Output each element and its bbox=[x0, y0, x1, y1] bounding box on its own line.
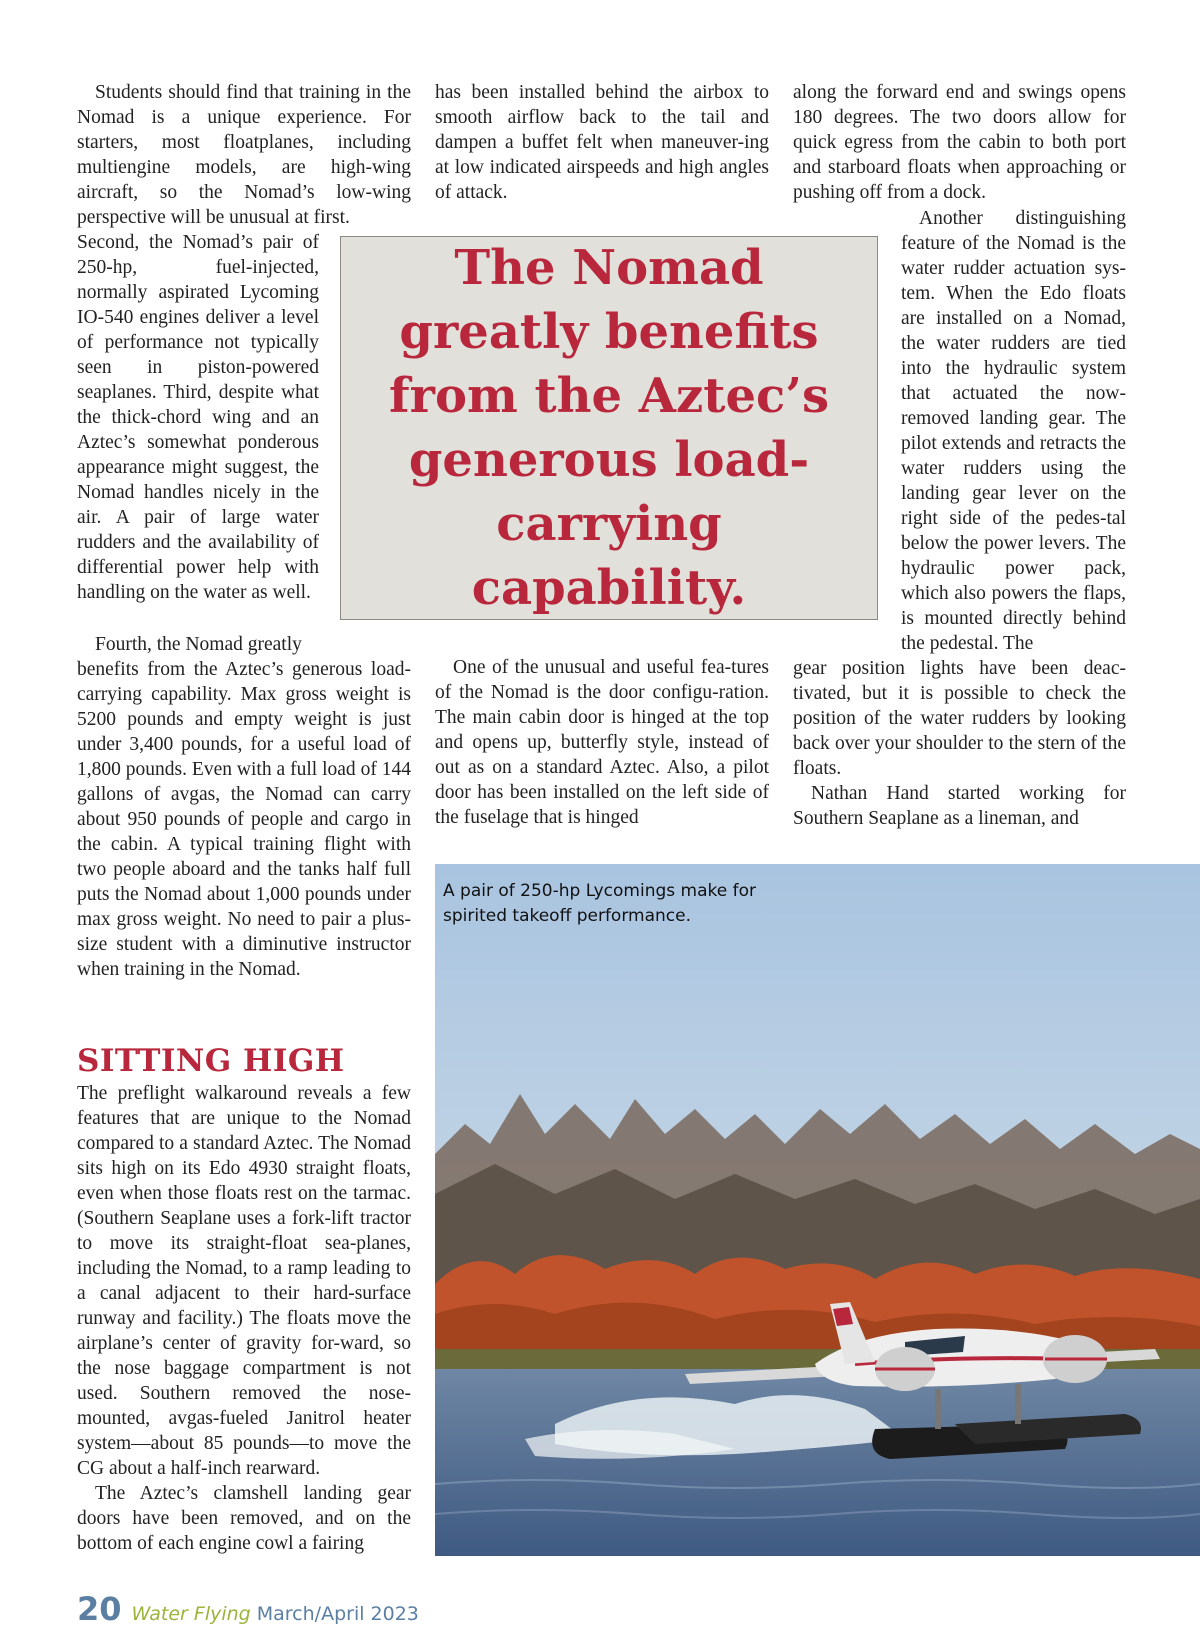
section-body bbox=[77, 1081, 411, 1556]
column3-top-paragraph: along the forward end and swings opens 180 degrees. The two doors allow for quick egress from the cabin to both port and starboard floats when approaching or pushing off from a dock. bbox=[793, 82, 1126, 203]
column3-bottom bbox=[793, 656, 1126, 831]
page-footer bbox=[77, 1590, 419, 1628]
photo-caption: A pair of 250-hp Lycomings make for spirited takeoff performance. bbox=[443, 881, 756, 926]
pull-quote-box bbox=[340, 236, 878, 620]
column3-bottom-paragraph: gear position lights have been deac-tivated, but it is possible to check the position of the water rudders by looking back over your shoulder to the stern of the floats. bbox=[793, 658, 1126, 779]
section-paragraph-1: The preflight walkaround reveals a few features that are unique to the Nomad compared to a standard Aztec. The Nomad sits high on its Edo 4930 straight floats, even when those floats rest on the tarmac. (Southern Seaplane uses a fork-lift tractor to move its straight-float sea-planes, including the Nomad, to a ramp leading to a canal adjacent to their hard-surface runway and facility.) The floats move the airplane’s center of gravity for-ward, so the nose baggage compartment is not used. Southern removed the nose-mounted, avgas-fueled Janitrol heater system—about 85 pounds—to move the CG about a half-inch rearward. bbox=[77, 1083, 411, 1479]
column3-narrow-paragraph: Another distinguishing feature of the Nomad is the water rudder actuation sys-tem. When the Edo floats are installed on a Nomad, the water rudders are tied into the hydraulic system that actuated the now-removed landing gear. The pilot extends and retracts the water rudders using the landing gear lever on the right side of the pedes-tal below the power levers. The hydraulic power pack, which also powers the flaps, is mounted directly behind the pedestal. The bbox=[901, 208, 1126, 654]
column1-fourth bbox=[77, 632, 411, 982]
section-heading: SITTING HIGH bbox=[77, 1043, 345, 1079]
column3-narrow bbox=[901, 206, 1126, 656]
column2-bottom bbox=[435, 655, 769, 830]
issue-date: March/April 2023 bbox=[256, 1603, 419, 1625]
seaplane-photo bbox=[435, 864, 1200, 1556]
fourth-start: Fourth, the Nomad greatly bbox=[95, 634, 302, 655]
column3-top bbox=[793, 80, 1126, 205]
intro-paragraph: Students should find that training in the Nomad is a unique experience. For starters, most floatplanes, including multiengine models, are high-wing aircraft, so the Nomad’s low-wing perspective will be unusual at first. bbox=[77, 82, 411, 228]
fourth-rest: benefits from the Aztec’s generous load-carrying capability. Max gross weight is 5200 pounds and empty weight is just under 3,400 pounds, for a useful load of 1,800 pounds. Even with a full load of 144 gallons of avgas, the Nomad can carry about 950 pounds of people and cargo in the cabin. A typical training flight with two people aboard and the tanks half full puts the Nomad about 1,000 pounds under max gross weight. No need to pair a plus-size student with a diminutive instructor when training in the Nomad. bbox=[77, 659, 411, 980]
column1-narrow-text bbox=[77, 230, 319, 605]
section-paragraph-2: The Aztec’s clamshell landing gear doors have been removed, and on the bottom of each engine cowl a fairing bbox=[77, 1483, 411, 1554]
narrow-paragraph: Second, the Nomad’s pair of 250-hp, fuel-injected, normally aspirated Lycoming IO-540 engines deliver a level of performance not typically seen in piston-powered seaplanes. Third, despite what the thick-chord wing and an Aztec’s somewhat ponderous appearance might suggest, the Nomad handles nicely in the air. A pair of large water rudders and the availability of differential power help with handling on the water as well. bbox=[77, 232, 319, 603]
column2-top-paragraph: has been installed behind the airbox to smooth airflow back to the tail and dampen a buffet felt when maneuver-ing at low indicated airspeeds and high angles of attack. bbox=[435, 82, 769, 203]
pull-quote: The Nomad greatly benefits from the Aztec’s generous load-carrying capability. bbox=[389, 240, 829, 616]
magazine-name: Water Flying bbox=[131, 1603, 251, 1625]
column3-last-paragraph: Nathan Hand started working for Southern Seaplane as a lineman, and bbox=[793, 783, 1126, 829]
column2-bottom-paragraph: One of the unusual and useful fea-tures of the Nomad is the door configu-ration. The main cabin door is hinged at the top and opens up, butterfly style, instead of out as on a standard Aztec. Also, a pilot door has been installed on the left side of the fuselage that is hinged bbox=[435, 657, 769, 828]
column2-top bbox=[435, 80, 769, 205]
column1-intro bbox=[77, 80, 411, 230]
page-number: 20 bbox=[77, 1590, 122, 1628]
